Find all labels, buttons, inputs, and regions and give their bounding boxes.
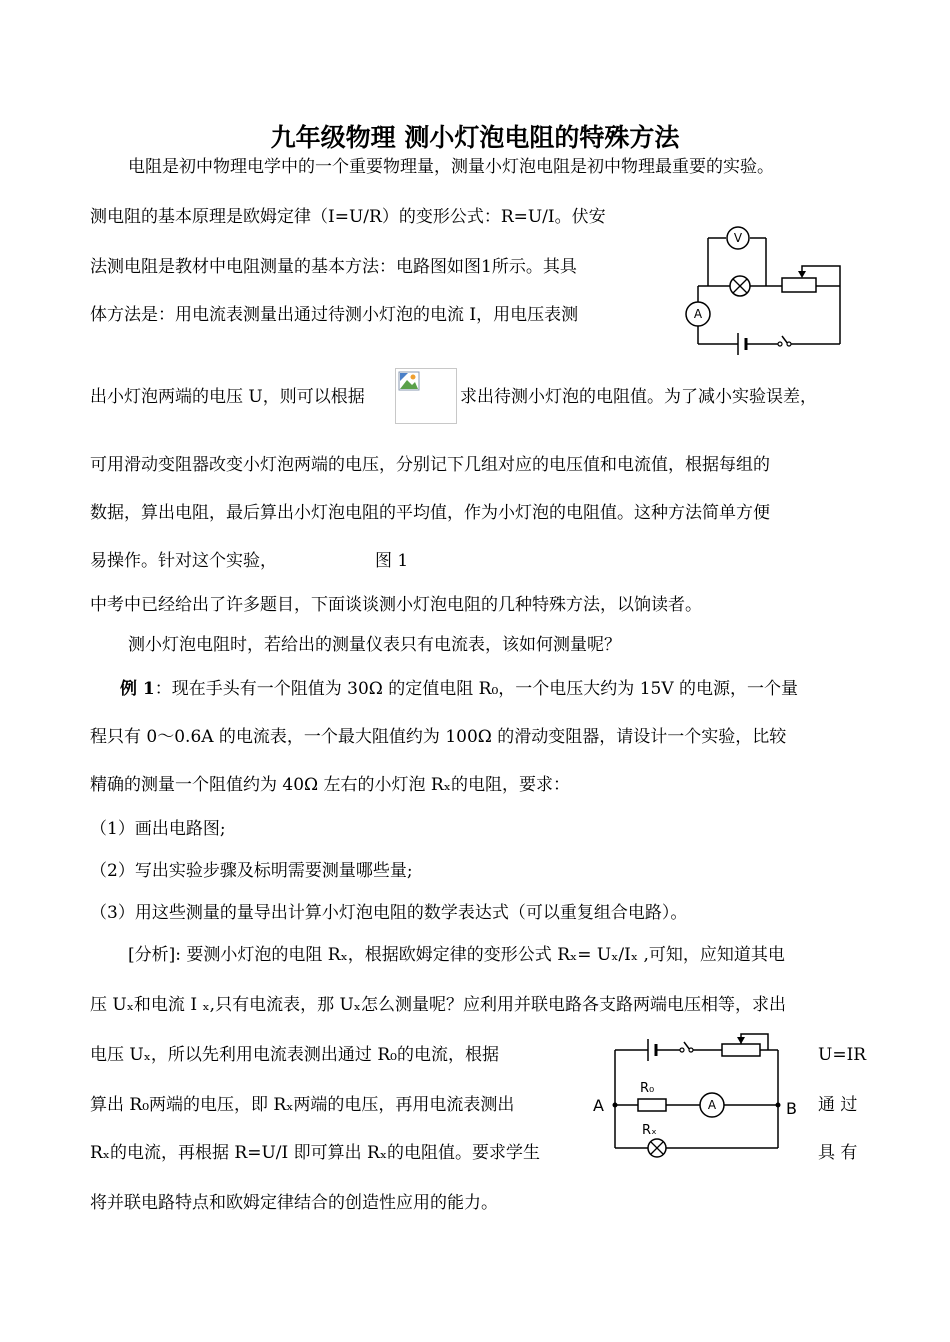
ammeter-icon: [686, 302, 710, 326]
analysis-line-3-right: U=IR: [818, 1045, 867, 1065]
intro-line-4: 体方法是：用电流表测量出通过待测小灯泡的电流 I，用电压表测: [90, 305, 579, 325]
analysis-line-4: 算出 R₀两端的电压，即 Rₓ两端的电压，再用电流表测出: [90, 1095, 515, 1115]
example-1-line-2: 程只有 0～0.6A 的电流表，一个最大阻值约为 100Ω 的滑动变阻器，请设计一个实验，比较: [90, 727, 787, 747]
ammeter-icon: [700, 1093, 724, 1117]
voltmeter-label: V: [733, 231, 743, 245]
requirement-1: （1）画出电路图;: [90, 819, 226, 839]
requirement-2: （2）写出实验步骤及标明需要测量哪些量;: [90, 861, 413, 881]
voltmeter-icon: [727, 227, 749, 249]
intro-line-2: 测电阻的基本原理是欧姆定律（I=U/R）的变形公式：R=U/I。伏安: [90, 207, 606, 227]
intro-line-1: 电阻是初中物理电学中的一个重要物理量，测量小灯泡电阻是初中物理最重要的实验。: [128, 157, 774, 177]
page-title: 九年级物理 测小灯泡电阻的特殊方法: [270, 123, 680, 152]
requirement-3: （3）用这些测量的量导出计算小灯泡电阻的数学表达式（可以重复组合电路）。: [90, 903, 688, 923]
r0-label: R₀: [640, 1081, 655, 1096]
example-text-1: ：现在手头有一个阻值为 30Ω 的定值电阻 R₀，一个电压大约为 15V 的电源，一个量: [154, 679, 799, 699]
analysis-line-3: 电压 Uₓ，所以先利用电流表测出通过 R₀的电流，根据: [90, 1045, 499, 1065]
broken-image-icon: [398, 371, 422, 395]
intro-line-3: 法测电阻是教材中电阻测量的基本方法：电路图如图1所示。其具: [90, 257, 577, 277]
circuit-diagram-2: [590, 1030, 810, 1170]
analysis-line-5-right: 具 有: [818, 1143, 858, 1163]
intro-line-5a: 出小灯泡两端的电压 U，则可以根据: [90, 387, 365, 407]
intro-line-9: 中考中已经给出了许多题目，下面谈谈测小灯泡电阻的几种特殊方法，以饷读者。: [90, 595, 702, 615]
junction-a: [613, 1103, 618, 1108]
ammeter-label: A: [707, 1098, 717, 1112]
example-1-line-3: 精确的测量一个阻值约为 40Ω 左右的小灯泡 Rₓ的电阻，要求：: [90, 775, 570, 795]
example-label: 例 1: [120, 679, 155, 699]
analysis-line-6: 将并联电路特点和欧姆定律结合的创造性应用的能力。: [90, 1193, 498, 1213]
circuit-diagram-1: [678, 226, 848, 356]
formula-image: [395, 368, 457, 424]
intro-line-6: 可用滑动变阻器改变小灯泡两端的电压，分别记下几组对应的电压值和电流值，根据每组的: [90, 455, 770, 475]
intro-line-8: 易操作。针对这个实验，: [90, 551, 277, 571]
node-b-label: B: [786, 1099, 797, 1118]
analysis-label: [分析]: [128, 945, 176, 965]
analysis-line-5: Rₓ的电流，再根据 R=U/I 即可算出 Rₓ的电阻值。要求学生: [90, 1143, 541, 1163]
intro-line-10: 测小灯泡电阻时，若给出的测量仪表只有电流表，该如何测量呢？: [128, 635, 621, 655]
analysis-line-4-right: 通 过: [818, 1095, 858, 1115]
intro-line-7: 数据，算出电阻，最后算出小灯泡电阻的平均值，作为小灯泡的电阻值。这种方法简单方便: [90, 503, 770, 523]
junction-b: [776, 1103, 781, 1108]
analysis-text-1: : 要测小灯泡的电阻 Rₓ，根据欧姆定律的变形公式 Rₓ= Uₓ/Iₓ ,可知，应知道其电: [175, 945, 785, 965]
analysis-line-1: [128, 944, 785, 966]
lamp-icon: [648, 1139, 666, 1157]
lamp-icon: [730, 276, 750, 296]
intro-line-5b: 求出待测小灯泡的电阻值。为了减小实验误差，: [460, 387, 817, 407]
figure-1-caption: 图 1: [375, 551, 409, 571]
node-a-label: A: [593, 1096, 604, 1115]
rx-label: Rₓ: [642, 1123, 657, 1138]
ammeter-label: A: [693, 307, 703, 321]
analysis-line-2: 压 Uₓ和电流 I ₓ,只有电流表，那 Uₓ怎么测量呢？应利用并联电路各支路两端电压相等，求出: [90, 995, 787, 1015]
example-1-line-1: [120, 678, 798, 700]
